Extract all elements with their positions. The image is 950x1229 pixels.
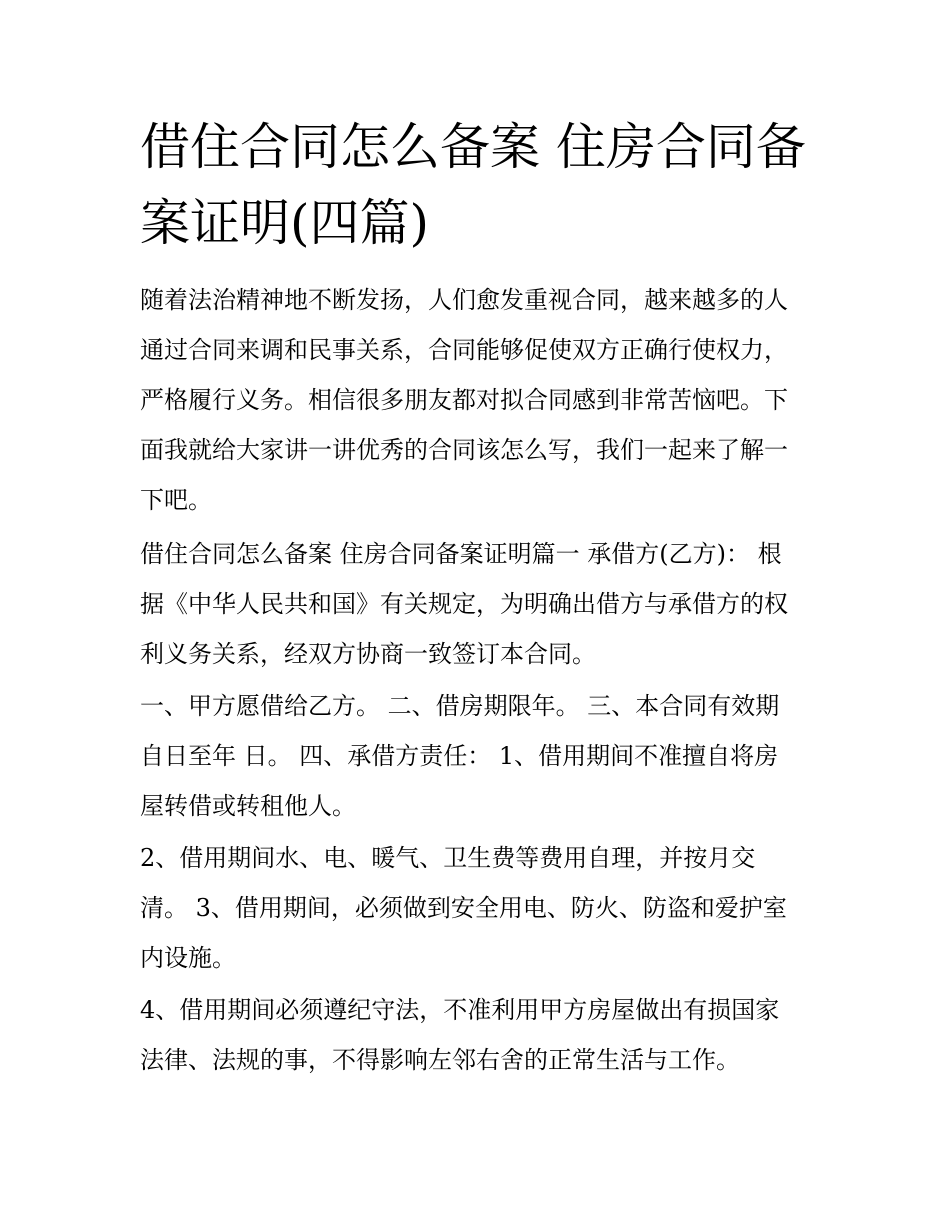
paragraph-line: 4、借用期间必须遵纪守法，不准利用甲方房屋做出有损国家 [140,996,780,1024]
paragraph-line: 借住合同怎么备案 住房合同备案证明篇一 承借方(乙方)： 根 [140,540,782,568]
paragraph-line: 利义务关系，经双方协商一致签订本合同。 [140,640,596,668]
paragraph-line: 据《中华人民共和国》有关规定，为明确出借方与承借方的权 [140,590,788,618]
paragraph-line: 清。 3、借用期间，必须做到安全用电、防火、防盗和爱护室 [140,894,787,922]
paragraph-line: 2、借用期间水、电、暖气、卫生费等费用自理，并按月交 [140,844,756,872]
paragraph-line: 严格履行义务。相信很多朋友都对拟合同感到非常苦恼吧。下 [140,386,788,414]
paragraph-line: 通过合同来调和民事关系，合同能够促使双方正确行使权力， [140,336,788,364]
document-title-line-1: 借住合同怎么备案 住房合同备 [140,118,806,176]
paragraph-line: 法律、法规的事，不得影响左邻右舍的正常生活与工作。 [140,1046,740,1074]
paragraph-line: 随着法治精神地不断发扬，人们愈发重视合同，越来越多的人 [140,286,788,314]
paragraph-line: 自日至年 日。 四、承借方责任： 1、借用期间不准擅自将房 [140,742,779,770]
paragraph-line: 下吧。 [140,486,212,514]
paragraph-line: 一、甲方愿借给乙方。 二、借房期限年。 三、本合同有效期 [140,692,780,720]
paragraph-line: 屋转借或转租他人。 [140,792,356,820]
paragraph-line: 面我就给大家讲一讲优秀的合同该怎么写，我们一起来了解一 [140,436,788,464]
document-title-line-2: 案证明(四篇) [140,194,430,252]
paragraph-line: 内设施。 [140,944,236,972]
